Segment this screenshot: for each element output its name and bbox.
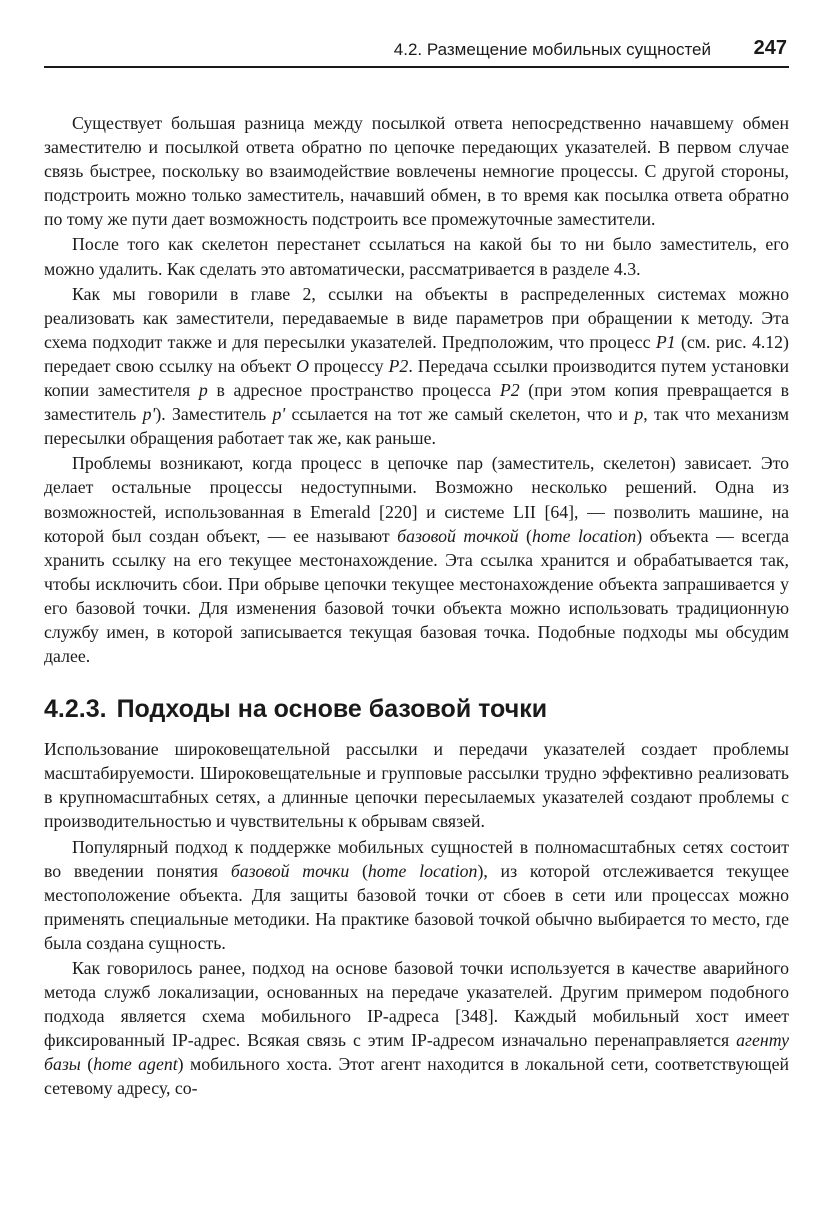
term: базовой точки bbox=[230, 860, 350, 881]
section-heading bbox=[44, 694, 789, 724]
term: агенту базы bbox=[44, 1030, 789, 1075]
running-header bbox=[44, 36, 789, 68]
text-run: Как говорилось ранее, подход на основе базовой точки используется в качестве аварийного метода служб локализации, основанных на передаче указателей. Другим примером подобного подхода является схема мобильного IP-адреса [348]. Каждый мобильный хост имеет фиксированный IP-адрес. Всякая связь с этим IP-адресом изначально перенаправляется bbox=[44, 958, 789, 1051]
term: базовой точкой bbox=[397, 525, 519, 546]
proxy-name: p bbox=[634, 404, 644, 425]
object-name: O bbox=[296, 355, 309, 376]
text-run: процессу bbox=[308, 355, 389, 376]
text-run: ( bbox=[349, 860, 368, 881]
paragraph-2: После того как скелетон перестанет ссылаться на какой бы то ни было заместитель, его можно удалить. Как сделать это автоматически, рассматривается в разделе 4.3. bbox=[44, 234, 789, 279]
text-run: ( bbox=[518, 525, 532, 546]
term-english: home location bbox=[531, 525, 637, 546]
text-run: в адресное пространство процесса bbox=[207, 380, 500, 401]
term-english: home location bbox=[367, 860, 478, 881]
text-run: (при этом копия превращается в заместитель bbox=[44, 380, 790, 425]
text-run: , так что механизм пересылки обращения работает так же, как раньше. bbox=[44, 404, 789, 449]
text-run: Популярный подход к поддержке мобильных сущностей в полномасштабных сетях состоит во введении понятия bbox=[44, 836, 789, 881]
process-name: P1 bbox=[655, 331, 676, 352]
paragraph-6 bbox=[44, 835, 789, 955]
text-run: (см. рис. 4.12) передает свою ссылку на объект bbox=[44, 331, 789, 376]
text-run: Проблемы возникают, когда процесс в цепочке пар (заместитель, скелетон) зависает. Это делает остальные процессы недоступными. Возможно несколько решений. Одна из возможностей, использованная в Emerald [220] и системе LII [64], — позволить машине, на которой был создан объект, — ее называют bbox=[44, 453, 789, 546]
section-title: Подходы на основе базовой точки bbox=[116, 695, 548, 724]
body-text bbox=[44, 111, 789, 1101]
paragraph-7 bbox=[44, 956, 789, 1101]
paragraph-1: Существует большая разница между посылкой ответа непосредственно начавшему обмен заместителю и посылкой ответа обратно по цепочке передающих указателей. В первом случае связь быстрее, поскольку во взаимодействие вовлечены немногие процессы. С другой стороны, подстроить можно только заместитель, начавший обмен, в то время как посылка ответа обратно по тому же пути дает возможность подстроить все промежуточные заместители. bbox=[44, 113, 789, 230]
section-number: 4.2.3. bbox=[44, 695, 107, 724]
text-run: ), из которой отслеживается текущее местоположение объекта. Для защиты базовой точки от сбоев в сети или процессах можно применять специальные методики. На практике базовой точкой обычно выбирается то место, где была создана сущность. bbox=[44, 860, 789, 953]
text-run: ) объекта — всегда хранить ссылку на его текущее местонахождение. Эта ссылка хранится и обрабатывается так, чтобы исключить сбои. При обрыве цепочки текущее местонахождение объекта запрашивается у его базовой точки. Для изменения базовой точки объекта можно использовать традиционную службу имен, в которой записывается текущая базовая точка. Подобные подходы мы обсудим далее. bbox=[44, 525, 789, 667]
proxy-name: p bbox=[198, 380, 208, 401]
proxy-name: p' bbox=[142, 404, 156, 425]
text-run: ). Заместитель bbox=[155, 404, 273, 425]
paragraph-3 bbox=[44, 282, 789, 451]
text-run: . Передача ссылки производится путем установки копии заместителя bbox=[44, 355, 790, 401]
process-name: P2 bbox=[388, 355, 409, 376]
text-run: ) мобильного хоста. Этот агент находится в локальной сети, соответствующей сетевому адресу, со- bbox=[44, 1054, 789, 1099]
paragraph-5: Использование широковещательной рассылки и передачи указателей создает проблемы масштабируемости. Широковещательные и групповые рассылки трудно эффективно реализовать в крупномасштабных сетях, а длинные цепочки пересылаемых указателей создают проблемы с производительностью и чувствительны к обрывам связей. bbox=[44, 739, 789, 832]
text-run: ссылается на тот же самый скелетон, что и bbox=[285, 404, 635, 425]
text-run: Как мы говорили в главе 2, ссылки на объекты в распределенных системах можно реализовать как заместители, передаваемые в виде параметров при обращении к методу. Эта схема подходит также и для пересылки указателей. Предположим, что процесс bbox=[44, 283, 789, 352]
process-name: P2 bbox=[499, 380, 520, 401]
running-header-title: 4.2. Размещение мобильных сущностей bbox=[393, 40, 711, 59]
text-run: ( bbox=[80, 1054, 94, 1075]
proxy-name: p' bbox=[272, 404, 286, 425]
page-number: 247 bbox=[753, 37, 787, 59]
term-english: home agent bbox=[93, 1054, 178, 1075]
paragraph-4 bbox=[44, 451, 789, 668]
